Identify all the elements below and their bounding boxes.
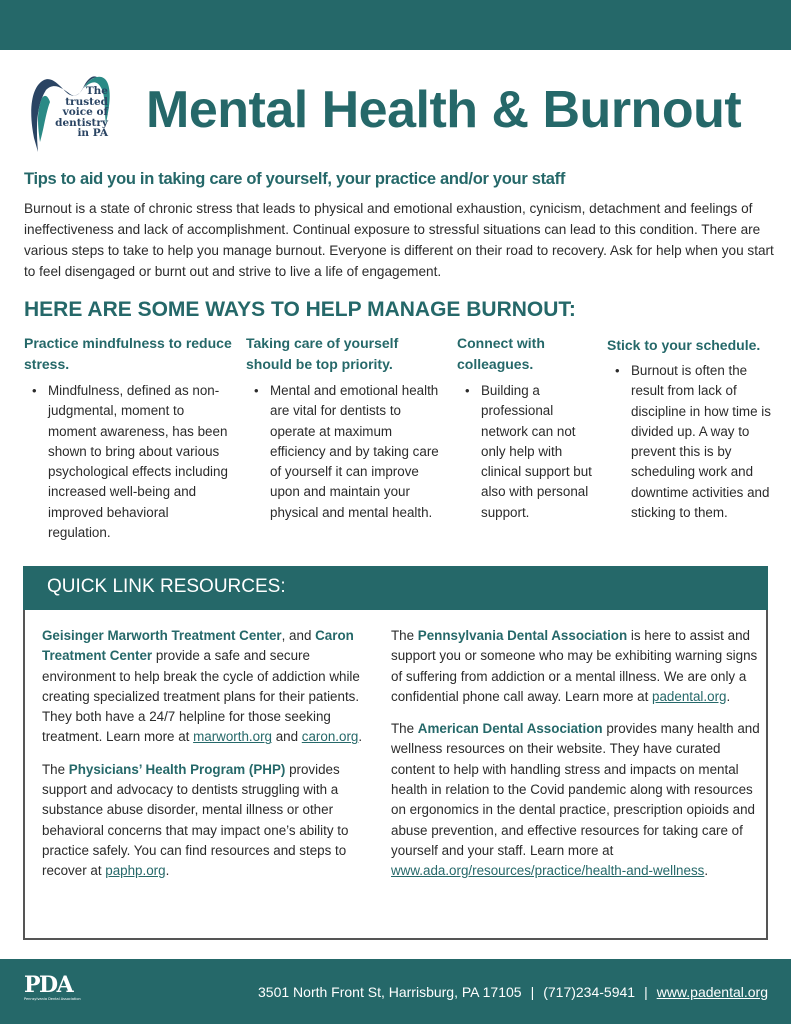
resource-text: The — [391, 628, 418, 643]
logo-line: voice of — [62, 106, 108, 118]
logo-line: trusted — [65, 95, 108, 108]
resource-pda — [391, 626, 761, 707]
resource-text: . — [726, 688, 731, 704]
logo-line: The — [85, 85, 108, 97]
tip-self-care — [246, 333, 446, 523]
tip-list — [24, 381, 234, 543]
footer-separator: | — [644, 984, 648, 1000]
logo-line: in PA — [77, 127, 108, 139]
resource-ada — [391, 719, 761, 881]
footer-address: 3501 North Front St, Harrisburg, PA 17105 — [258, 984, 522, 1000]
resource-text: . — [704, 863, 709, 879]
resources-left-column — [42, 626, 382, 894]
paphp-link[interactable]: paphp.org — [105, 863, 166, 879]
org-ada: American Dental Association — [417, 721, 603, 737]
intro-paragraph: Burnout is a state of chronic stress that leads to physical and emotional exhaustion, cynicism, detachment and feelings of ineffectiveness and lack of accomplishment. Continual exposure to stressful situations can lead to this condition. There are various steps to take to help you manage burnout. Everyone is different on their road to recovery. Ask for help when you start to feel disengaged or burnt out and strive to live a life of engagement. — [24, 201, 774, 279]
tip-title: Taking care of yourself should be top priority. — [246, 335, 399, 372]
tip-list — [607, 361, 777, 523]
org-pda: Pennsylvania Dental Association — [417, 628, 628, 643]
resource-text: provides support and advocacy to dentists struggling with a substance abuse disorder, mental illness or other behavioral concerns that may impact one’s ability to practice safely. You can find resources and steps to recover at — [42, 761, 349, 879]
pda-logo-mark: PDA — [24, 972, 73, 998]
tip-list — [246, 381, 446, 523]
resource-text: and — [271, 729, 302, 745]
logo-tagline — [55, 86, 108, 139]
tip-list — [457, 381, 597, 523]
tip-bullet: • Building a professional network can not only help with clinical support but also with personal support. — [457, 381, 597, 523]
resource-text: , and — [281, 628, 316, 643]
resource-text: provides many health and wellness resources on their website. They have curated content to help with handling stress and impacts on mental health in relation to the Covid pandemic along with resources on ergonomics in the dental practice, prescription opioids and abuse prevention, and effective resources for taking care of yourself and your staff. Learn more at — [391, 721, 760, 858]
footer-website-link[interactable]: www.padental.org — [656, 984, 768, 1000]
tip-mindfulness — [24, 333, 234, 543]
tip-title: Connect with colleagues. — [457, 335, 545, 372]
footer-contact — [258, 984, 768, 1000]
footer-phone: (717)234-5941 — [543, 984, 636, 1000]
resource-text: . — [165, 863, 170, 879]
caron-link[interactable]: caron.org — [301, 729, 359, 745]
resources-header — [23, 566, 768, 610]
resource-text: The — [391, 721, 418, 737]
resources-right-column — [391, 626, 761, 894]
marworth-link[interactable]: marworth.org — [193, 729, 272, 745]
resource-text: The — [42, 761, 69, 777]
trusted-voice-logo — [22, 68, 114, 152]
org-marworth: Geisinger Marworth Treatment Center — [42, 628, 282, 643]
intro-subtitle: Tips to aid you in taking care of yourself, your practice and/or your staff — [24, 170, 566, 188]
org-caron: Caron Treatment Center — [42, 628, 354, 664]
page-title: Mental Health & Burnout — [146, 81, 742, 139]
tip-bullet: • Burnout is often the result from lack of discipline in how time is divided up. A way to prevent this is by scheduling work and downtime activities and sticking to them. — [607, 361, 777, 523]
resource-treatment-centers — [42, 626, 382, 748]
quick-link-resources — [23, 566, 768, 940]
pda-logo — [24, 974, 81, 1001]
tip-schedule — [607, 335, 777, 523]
pda-logo-subtext: Pennsylvania Dental Association — [24, 997, 81, 1001]
padental-link[interactable]: padental.org — [652, 688, 727, 704]
resource-text: provide a safe and secure environment to help break the cycle of addiction while creating specialized treatment plans for their patients. They both have a 24/7 helpline for those seeking treatment. Learn more at — [42, 648, 360, 745]
resources-heading: QUICK LINK RESOURCES: — [47, 576, 286, 597]
footer-separator: | — [530, 984, 535, 1000]
tip-connect — [457, 333, 597, 523]
org-php: Physicians’ Health Program (PHP) — [68, 761, 286, 777]
top-banner — [0, 0, 791, 50]
footer — [0, 959, 791, 1024]
resource-text: is here to assist and support you or someone who may be exhibiting warning signs of suffering from addiction or a mental illness. We are only a confidential phone call away. Learn more at — [391, 628, 758, 704]
ways-heading: HERE ARE SOME WAYS TO HELP MANAGE BURNOUT: — [24, 298, 576, 321]
resource-text: . — [358, 729, 363, 745]
tip-title: Practice mindfulness to reduce stress. — [24, 335, 232, 372]
logo-line: dentistry — [55, 116, 108, 129]
tip-bullet: • Mindfulness, defined as non-judgmental, moment to moment awareness, has been shown to bring about various psychological effects including increased well-being and improved behavioral regulation. — [24, 381, 234, 543]
tip-bullet: • Mental and emotional health are vital for dentists to operate at maximum efficiency and by taking care of yourself it can improve upon and maintain your physical and mental health. — [246, 381, 446, 523]
tip-title: Stick to your schedule. — [607, 337, 761, 353]
ada-wellness-link[interactable]: www.ada.org/resources/practice/health-and-wellness — [391, 863, 705, 879]
resource-php — [42, 760, 382, 882]
